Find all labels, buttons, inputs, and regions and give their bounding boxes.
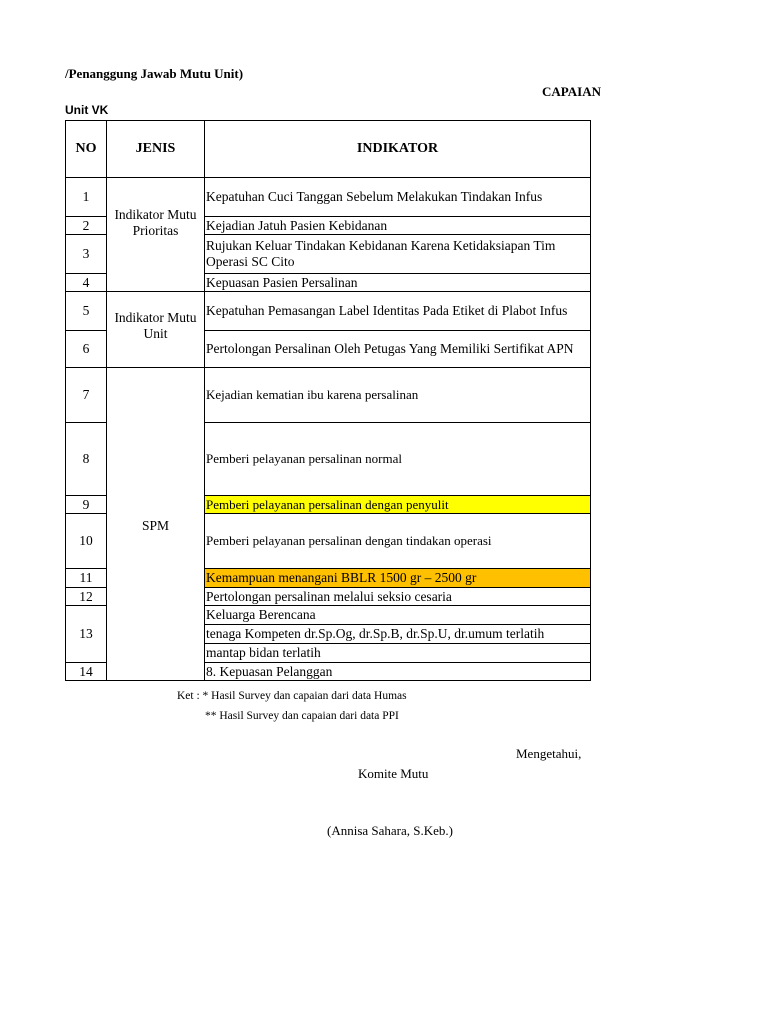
row-number: 3	[66, 235, 107, 274]
report-title: /Penanggung Jawab Mutu Unit)	[65, 66, 244, 81]
indicator-text: Kepatuhan Cuci Tanggan Sebelum Melakukan Tindakan Infus	[205, 178, 591, 217]
indicator-text: Pemberi pelayanan persalinan dengan tindakan operasi	[205, 514, 591, 569]
row-number: 11	[66, 569, 107, 588]
indicator-text: Pertolongan Persalinan Oleh Petugas Yang Memiliki Sertifikat APN	[205, 331, 591, 368]
row-number: 6	[66, 331, 107, 368]
indicator-text: Kejadian kematian ibu karena persalinan	[205, 368, 591, 423]
row-number: 5	[66, 292, 107, 331]
note-ppi: ** Hasil Survey dan capaian dari data PPI	[205, 710, 399, 722]
indicator-text: Keluarga Berencana	[205, 606, 591, 625]
row-number: 12	[66, 588, 107, 606]
indicator-text: Rujukan Keluar Tindakan Kebidanan Karena Ketidaksiapan Tim Operasi SC Cito	[205, 235, 591, 274]
group-label-prioritas: Indikator Mutu Prioritas	[107, 178, 205, 292]
group-label-unit: Indikator Mutu Unit	[107, 292, 205, 368]
row-number: 9	[66, 496, 107, 514]
indicator-text: mantap bidan terlatih	[205, 644, 591, 663]
signature-mengetahui: Mengetahui,	[516, 746, 582, 761]
signature-name: (Annisa Sahara, S.Keb.)	[327, 823, 453, 838]
row-number: 7	[66, 368, 107, 423]
group-label-spm: SPM	[107, 368, 205, 681]
indicator-text: Kepuasan Pasien Persalinan	[205, 274, 591, 292]
column-header-jenis: JENIS	[107, 121, 205, 178]
indicator-text: tenaga Kompeten dr.Sp.Og, dr.Sp.B, dr.Sp.U, dr.umum terlatih	[205, 625, 591, 644]
note-humas: Ket : * Hasil Survey dan capaian dari data Humas	[177, 690, 407, 702]
row-number: 14	[66, 663, 107, 681]
indicator-text-highlighted: Kemampuan menangani BBLR 1500 gr – 2500 gr	[205, 569, 591, 588]
indicator-table	[65, 120, 591, 681]
row-number: 13	[66, 606, 107, 663]
row-number: 1	[66, 178, 107, 217]
table-row	[66, 368, 591, 423]
column-header-indikator: INDIKATOR	[205, 121, 591, 178]
indicator-text: Pemberi pelayanan persalinan normal	[205, 423, 591, 496]
row-number: 2	[66, 217, 107, 235]
indicator-text-highlighted: Pemberi pelayanan persalinan dengan penyulit	[205, 496, 591, 514]
table-header-row	[66, 121, 591, 178]
column-header-no: NO	[66, 121, 107, 178]
unit-label: Unit VK	[65, 103, 109, 117]
row-number: 8	[66, 423, 107, 496]
indicator-text: Kejadian Jatuh Pasien Kebidanan	[205, 217, 591, 235]
table-row	[66, 178, 591, 217]
report-subtitle: CAPAIAN	[542, 84, 601, 99]
indicator-text: 8. Kepuasan Pelanggan	[205, 663, 591, 681]
signature-role: Komite Mutu	[358, 766, 429, 781]
indicator-text: Pertolongan persalinan melalui seksio cesaria	[205, 588, 591, 606]
row-number: 10	[66, 514, 107, 569]
row-number: 4	[66, 274, 107, 292]
indicator-text: Kepatuhan Pemasangan Label Identitas Pada Etiket di Plabot Infus	[205, 292, 591, 331]
table-row	[66, 292, 591, 331]
